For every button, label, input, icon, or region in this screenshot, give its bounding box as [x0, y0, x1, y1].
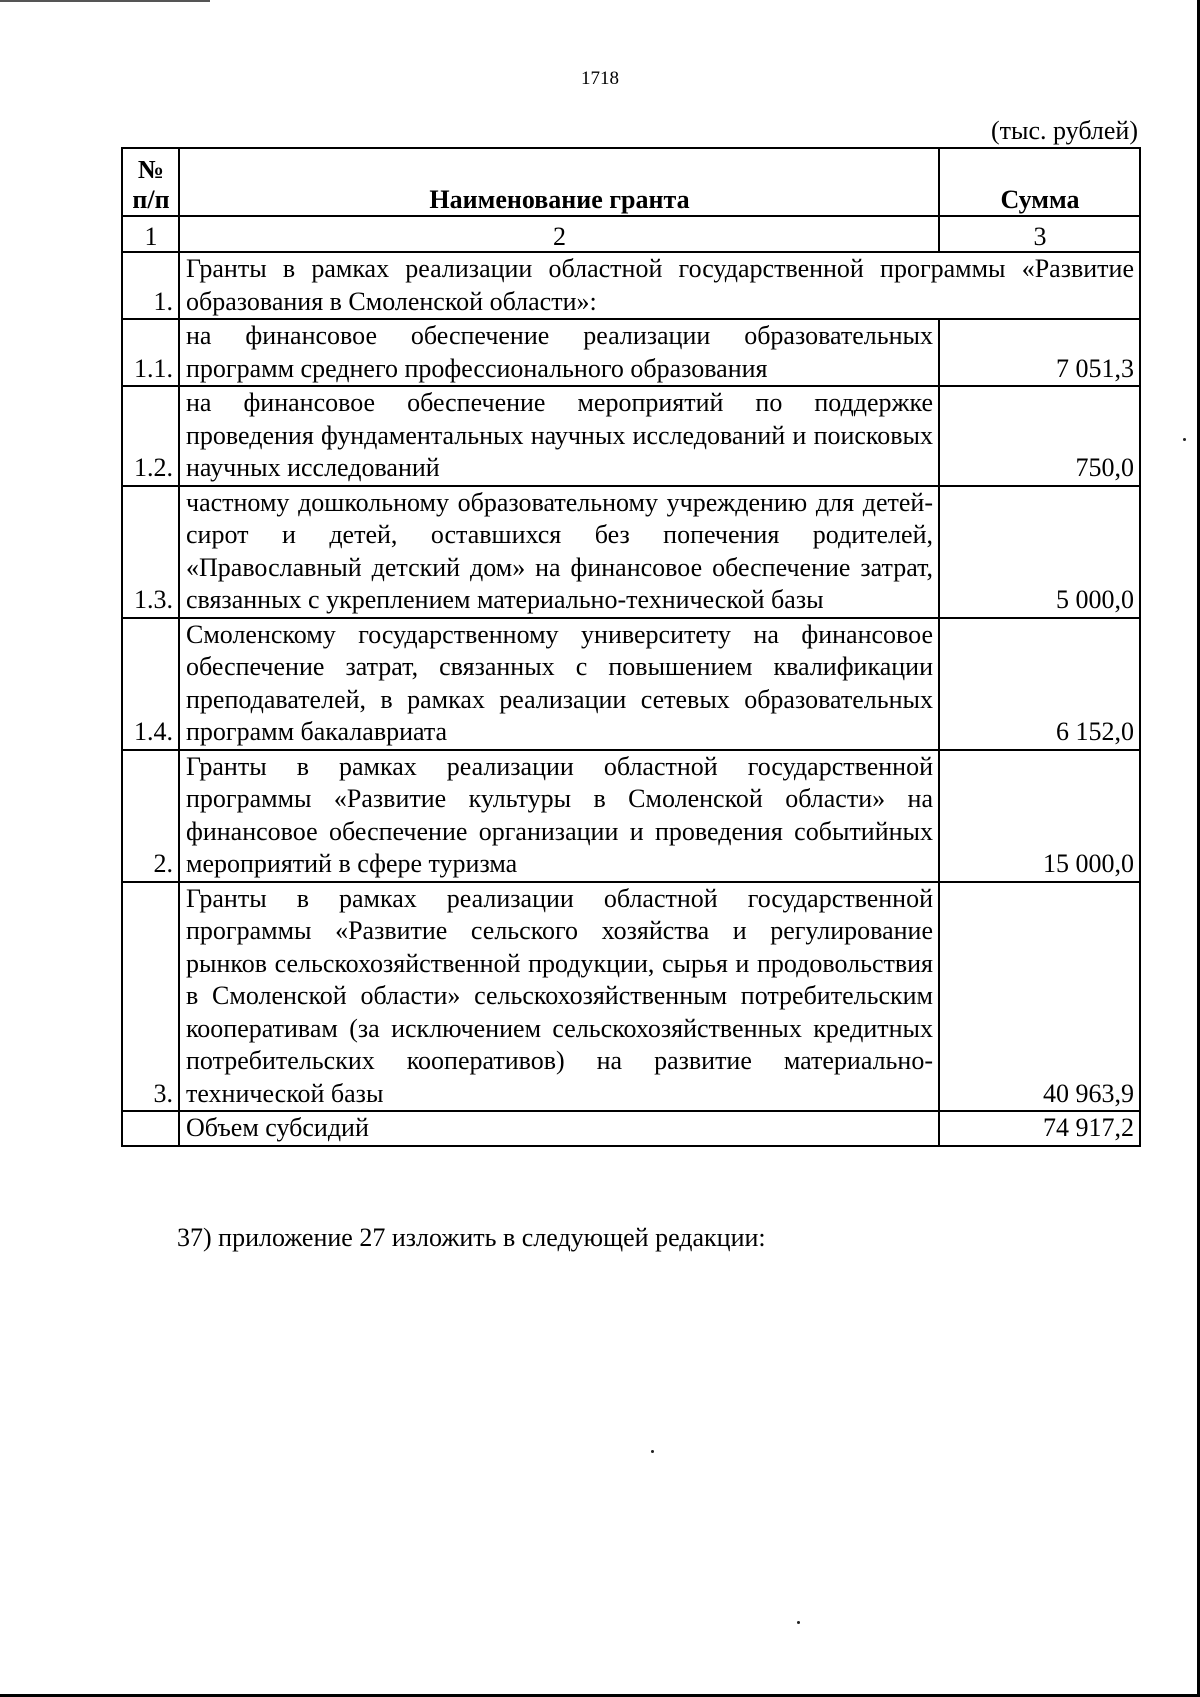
- grants-table: [121, 147, 1141, 1147]
- table-row: [122, 882, 1140, 1112]
- column-index: 1: [122, 216, 179, 252]
- header-name: Наименование гранта: [179, 148, 939, 216]
- table-section-row: [122, 252, 1140, 319]
- table-row: [122, 750, 1140, 882]
- grant-name: частному дошкольному образовательному учреждению для детей-сирот и детей, оставшихся без попечения родителей, «Православный детский дом» на финансовое обеспечение затрат, связанных с укреплением материально-технической базы: [179, 486, 939, 618]
- total-label: Объем субсидий: [179, 1111, 939, 1146]
- scan-artifact-line: [0, 0, 210, 2]
- grant-sum: 7 051,3: [939, 319, 1140, 386]
- grant-sum: 5 000,0: [939, 486, 1140, 618]
- table-row: [122, 319, 1140, 386]
- row-number: 2.: [122, 750, 179, 882]
- amendment-text: 37) приложение 27 изложить в следующей редакции:: [177, 1223, 766, 1252]
- scan-speck: [1183, 438, 1186, 441]
- header-num: № п/п: [122, 148, 179, 216]
- row-number: 1.2.: [122, 386, 179, 486]
- row-number: 1.: [122, 252, 179, 319]
- column-index: 2: [179, 216, 939, 252]
- table-header-row: [122, 148, 1140, 216]
- column-index-row: [122, 216, 1140, 252]
- grant-name: на финансовое обеспечение мероприятий по поддержке проведения фундаментальных научных исследований и поисковых научных исследований: [179, 386, 939, 486]
- grant-sum: 15 000,0: [939, 750, 1140, 882]
- scan-speck: [651, 1450, 654, 1453]
- grant-sum: 40 963,9: [939, 882, 1140, 1112]
- column-index: 3: [939, 216, 1140, 252]
- scan-speck: [797, 1621, 800, 1624]
- table-row: [122, 486, 1140, 618]
- page-number: 1718: [581, 68, 619, 89]
- units-label: (тыс. рублей): [990, 116, 1138, 145]
- grant-name: Смоленскому государственному университету на финансовое обеспечение затрат, связанных с повышением квалификации преподавателей, в рамках реализации сетевых образовательных программ бакалавриата: [179, 618, 939, 750]
- row-number: 1.3.: [122, 486, 179, 618]
- row-number: [122, 1111, 179, 1146]
- total-sum: 74 917,2: [939, 1111, 1140, 1146]
- row-number: 3.: [122, 882, 179, 1112]
- section-title: Гранты в рамках реализации областной государственной программы «Развитие образования в Смоленской области»:: [179, 252, 1140, 319]
- row-number: 1.4.: [122, 618, 179, 750]
- table-row: [122, 386, 1140, 486]
- table-row: [122, 618, 1140, 750]
- grant-sum: 750,0: [939, 386, 1140, 486]
- header-sum: Сумма: [939, 148, 1140, 216]
- table-total-row: [122, 1111, 1140, 1146]
- grant-name: на финансовое обеспечение реализации образовательных программ среднего профессионального образования: [179, 319, 939, 386]
- grant-name: Гранты в рамках реализации областной государственной программы «Развитие культуры в Смоленской области» на финансовое обеспечение организации и проведения событийных мероприятий в сфере туризма: [179, 750, 939, 882]
- grant-name: Гранты в рамках реализации областной государственной программы «Развитие сельского хозяйства и регулирование рынков сельскохозяйственной продукции, сырья и продовольствия в Смоленской области» сельскохозяйственным потребительским кооперативам (за исключением сельскохозяйственных кредитных потребительских кооперативов) на развитие материально-технической базы: [179, 882, 939, 1112]
- row-number: 1.1.: [122, 319, 179, 386]
- grant-sum: 6 152,0: [939, 618, 1140, 750]
